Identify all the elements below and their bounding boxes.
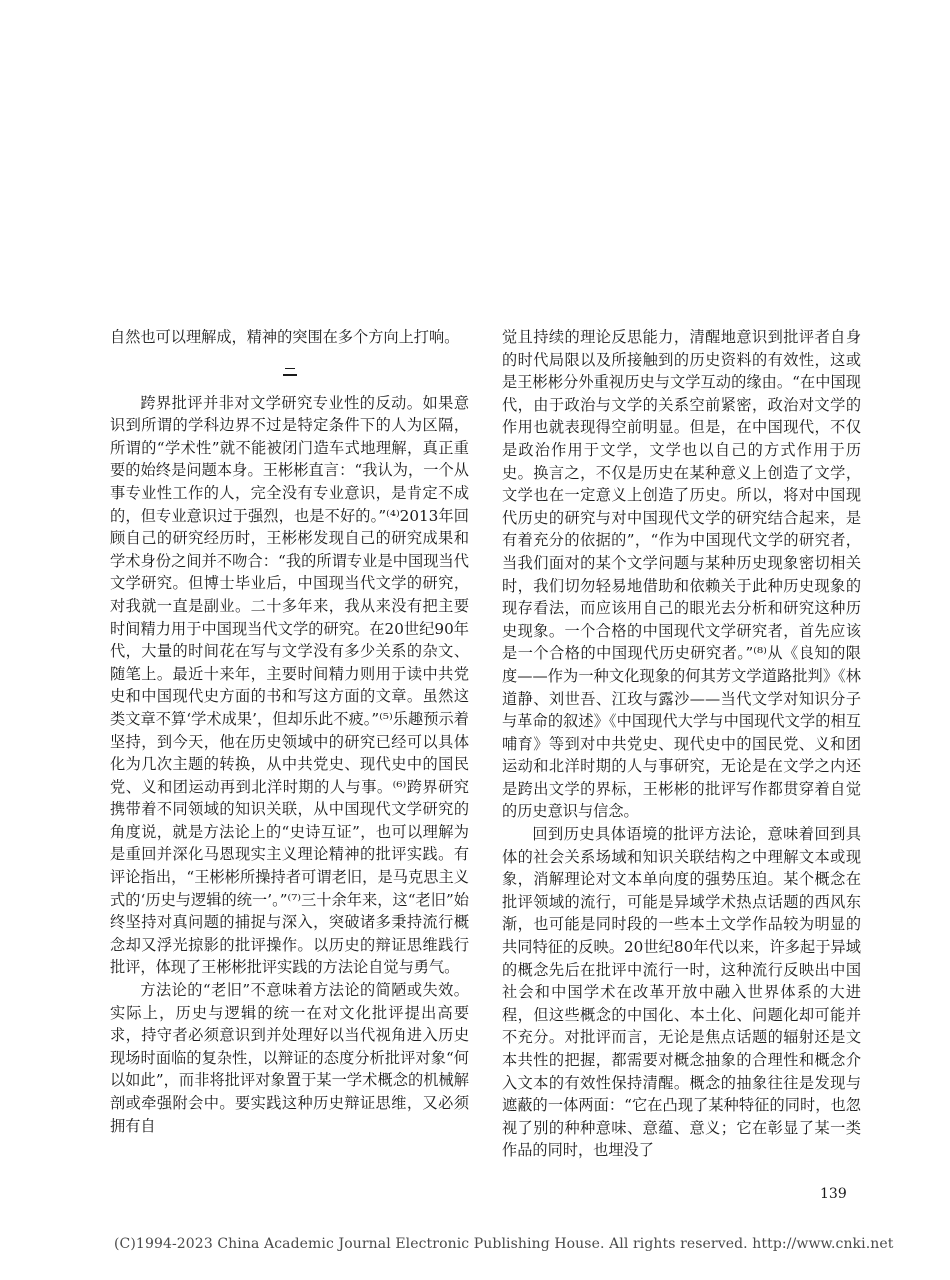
paragraph: 自然也可以理解成，精神的突围在多个方向上打响。 (110, 328, 460, 346)
section-number-two (281, 365, 299, 379)
paragraph: 方法论的“老旧”不意味着方法论的简陋或失效。实际上，历史与逻辑的统一在对文化批评提出高要求，持守者必须意识到并处理好以当代视角进入历史现场时面临的复杂性，以辩证的态度分析批评对象“何以如此”，而非将批评对象置于某一学术概念的机械解剖或牵强附会中。要实践这种历史辩证思维，又必须拥有自 (110, 981, 469, 1135)
page-number: 139 (820, 1186, 847, 1202)
paragraph: 回到历史具体语境的批评方法论，意味着回到具体的社会关系场域和知识关联结构之中理解文本或现象，消解理论对文本单向度的强势压迫。某个概念在批评领域的流行，可能是异域学术热点话题的西风东渐，也可能是同时段的一些本土文学作品较为明显的共同特征的反映。20世纪80年代以来，许多起于异域的概念先后在批评中流行一时，这种流行反映出中国社会和中国学术在改革开放中融入世界体系的大进程，但这些概念的中国化、本土化、问题化却可能并不充分。对批评而言，无论是焦点话题的辐射还是文本共性的把握，都需要对概念抽象的合理性和概念介入文本的有效性保持清醒。概念的抽象往往是发现与遮蔽的一体两面：“它在凸现了某种特征的同时，也忽视了别的种种意味、意蕴、意义；它在彰显了某一类作品的同时，也埋没了 (502, 825, 861, 1160)
paragraph: 跨界批评并非对文学研究专业性的反动。如果意识到所谓的学科边界不过是特定条件下的人为区隔，所谓的“学术性”就不能被闭门造车式地理解，真正重要的始终是问题本身。王彬彬直言：“我认为，一个从事专业性工作的人，完全没有专业意识，是肯定不成的，但专业意识过于强烈，也是不好的。”⁽⁴⁾2013年回顾自己的研究经历时，王彬彬发现自己的研究成果和学术身份之间并不吻合：“我的所谓专业是中国现当代文学研究。但博士毕业后，中国现当代文学的研究，对我就一直是副业。二十多年来，我从来没有把主要时间精力用于中国现当代文学的研究。在20世纪90年代，大量的时间花在写与文学没有多少关系的杂文、随笔上。最近十来年，主要时间精力则用于读中共党史和中国现代史方面的书和写这方面的文章。虽然这类文章不算‘学术成果’，但却乐此不疲。”⁽⁵⁾乐趣预示着坚持，到今天，他在历史领域中的研究已经可以具体化为几次主题的转换，从中共党史、现代史中的国民党、义和团运动再到北洋时期的人与事。⁽⁶⁾跨界研究携带着不同领域的知识关联，从中国现代文学研究的角度说，就是方法论上的“史诗互证”，也可以理解为是重回并深化马恩现实主义理论精神的批评实践。有评论指出，“王彬彬所操持者可谓老旧，是马克思主义式的‘历史与逻辑的统一’。”⁽⁷⁾三十余年来，这“老旧”始终坚持对真问题的捕捉与深入，突破诸多秉持流行概念却又浮光掠影的批评操作。以历史的辩证思维践行批评，体现了王彬彬批评实践的方法论自觉与勇气。 (110, 393, 469, 977)
left-column (110, 326, 469, 1137)
right-column (502, 326, 861, 1162)
section-heading (110, 360, 469, 383)
copyright-footer: (C)1994-2023 China Academic Journal Electronic Publishing House. All rights reserved. http://www.cnki.net (114, 1236, 894, 1252)
paragraph: 觉且持续的理论反思能力，清醒地意识到批评者自身的时代局限以及所接触到的历史资料的有效性，这或是王彬彬分外重视历史与文学互动的缘由。“在中国现代，由于政治与文学的关系空前紧密，政治对文学的作用也就表现得空前明显。但是，在中国现代，不仅是政治作用于文学，文学也以自己的方式作用于历史。换言之，不仅是历史在某种意义上创造了文学，文学也在一定意义上创造了历史。所以，将对中国现代历史的研究与对中国现代文学的研究结合起来，是有着充分的依据的”，“作为中国现代文学的研究者，当我们面对的某个文学问题与某种历史现象密切相关时，我们切勿轻易地借助和依赖关于此种历史现象的现存看法，而应该用自己的眼光去分析和研究这种历史现象。一个合格的中国现代文学研究者，首先应该是一个合格的中国现代历史研究者。”⁽⁸⁾从《良知的限度——作为一种文化现象的何其芳文学道路批判》《林道静、刘世吾、江玫与露沙——当代文学对知识分子与革命的叙述》《中国现代大学与中国现代文学的相互哺育》等到对中共党史、现代史中的国民党、义和团运动和北洋时期的人与事研究，无论是在文学之内还是跨出文学的界标，王彬彬的批评写作都贯穿着自觉的历史意识与信念。 (502, 328, 861, 821)
